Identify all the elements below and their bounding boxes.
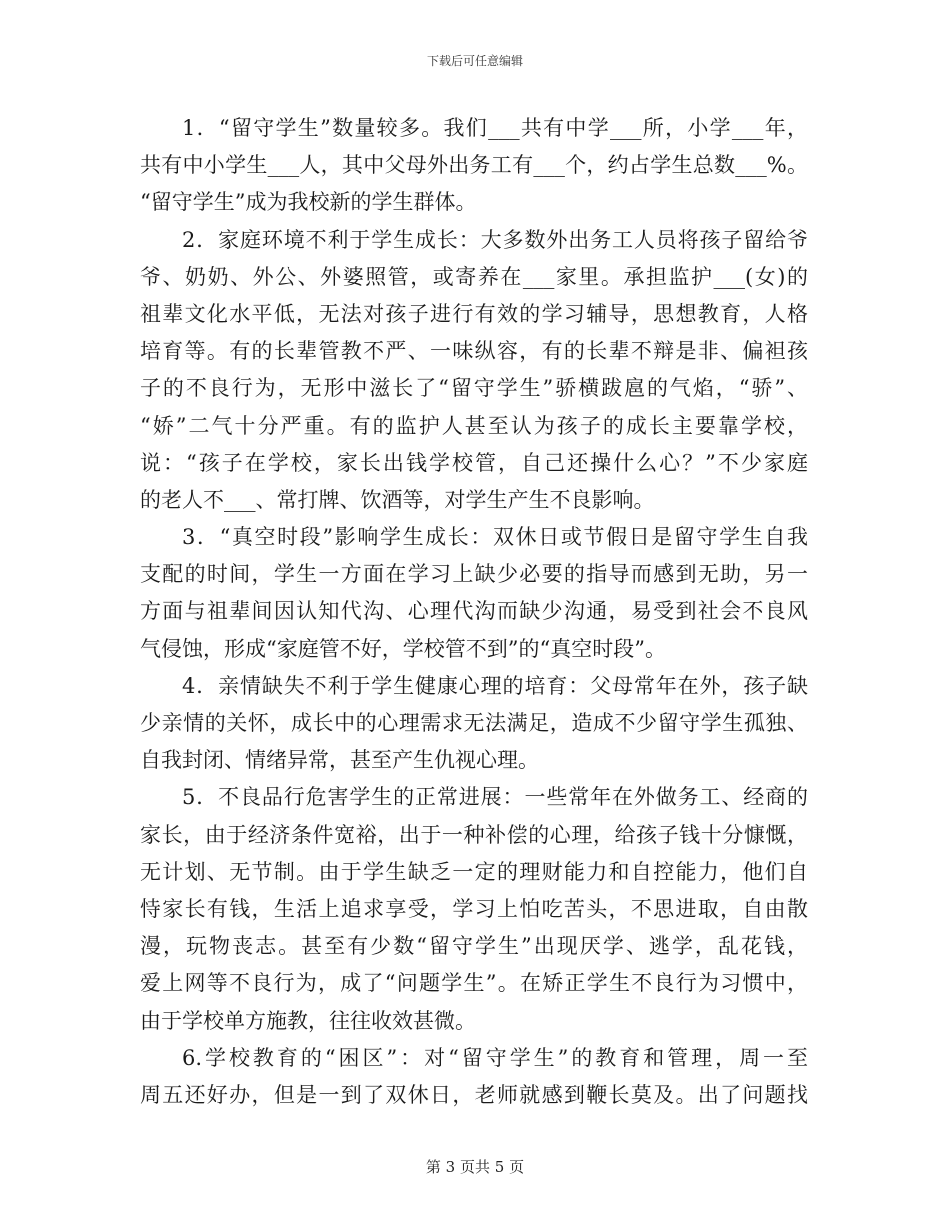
text-line: 4．亲情缺失不利于学生健康心理的培育：父母常年在外，孩子缺 [182,673,808,698]
text-line: 培育等。有的长辈管教不严、一味纵容，有的长辈不辩是非、偏袒孩 [140,339,808,364]
text-line: 恃家长有钱，生活上追求享受，学习上怕吃苦头，不思进取，自由散 [140,896,808,921]
text-line: 由于学校单方施教，往往收效甚微。 [140,1008,476,1033]
paragraph-5 [140,779,808,1039]
paragraph-3 [140,519,808,668]
text-line: 爷、奶奶、外公、外婆照管，或寄养在___家里。承担监护___(女)的 [140,264,808,289]
document-body [140,110,808,1114]
text-line: 气侵蚀，形成“家庭管不好，学校管不到”的“真空时段”。 [140,636,666,661]
text-line: 无计划、无节制。由于学生缺乏一定的理财能力和自控能力，他们自 [140,859,808,884]
text-line: 说：“孩子在学校，家长出钱学校管，自己还操什么心？”不少家庭 [140,450,808,475]
text-line: 支配的时间，学生一方面在学习上缺少必要的指导而感到无助，另一 [140,562,808,587]
text-line: 自我封闭、情绪异常，甚至产生仇视心理。 [140,748,539,773]
text-line: 家长，由于经济条件宽裕，出于一种补偿的心理，给孩子钱十分慷慨， [140,822,808,847]
paragraph-2 [140,222,808,520]
text-line: 5．不良品行危害学生的正常进展：一些常年在外做务工、经商的 [182,785,808,810]
text-line: 爱上网等不良行为，成了“问题学生”。在矫正学生不良行为习惯中， [140,971,808,996]
text-line: 周五还好办，但是一到了双休日，老师就感到鞭长莫及。出了问题找 [140,1082,808,1107]
paragraph-4 [140,668,808,780]
text-line: “娇”二气十分严重。有的监护人甚至认为孩子的成长主要靠学校， [140,413,808,438]
text-line: 6.学校教育的“困区”：对“留守学生”的教育和管理，周一至 [182,1045,808,1070]
text-line: 少亲情的关怀，成长中的心理需求无法满足，造成不少留守学生孤独、 [140,711,808,735]
text-line: 漫，玩物丧志。甚至有少数“留守学生”出现厌学、逃学，乱花钱， [140,934,808,959]
text-line: 共有中小学生___人，其中父母外出务工有___个，约占学生总数___%。 [140,153,808,178]
page-header: 下载后可任意编辑 [426,54,523,68]
text-line: 3．“真空时段”影响学生成长：双休日或节假日是留守学生自我 [182,525,808,550]
paragraph-6 [140,1040,808,1114]
page-footer: 第 3 页共 5 页 [425,1158,525,1176]
paragraph-1 [140,110,808,222]
text-line: 方面与祖辈间因认知代沟、心理代沟而缺少沟通，易受到社会不良风 [140,599,808,624]
text-line: 2．家庭环境不利于学生成长：大多数外出务工人员将孩子留给爷 [182,227,808,252]
text-line: 的老人不___、常打牌、饮酒等，对学生产生不良影响。 [140,487,655,512]
text-line: 子的不良行为，无形中滋长了“留守学生”骄横跋扈的气焰，“骄”、 [140,376,808,401]
text-line: 1．“留守学生”数量较多。我们___共有中学___所，小学___年， [182,116,808,140]
text-line: 祖辈文化水平低，无法对孩子进行有效的学习辅导，思想教育，人格 [140,301,808,326]
text-line: “留守学生”成为我校新的学生群体。 [140,190,477,215]
